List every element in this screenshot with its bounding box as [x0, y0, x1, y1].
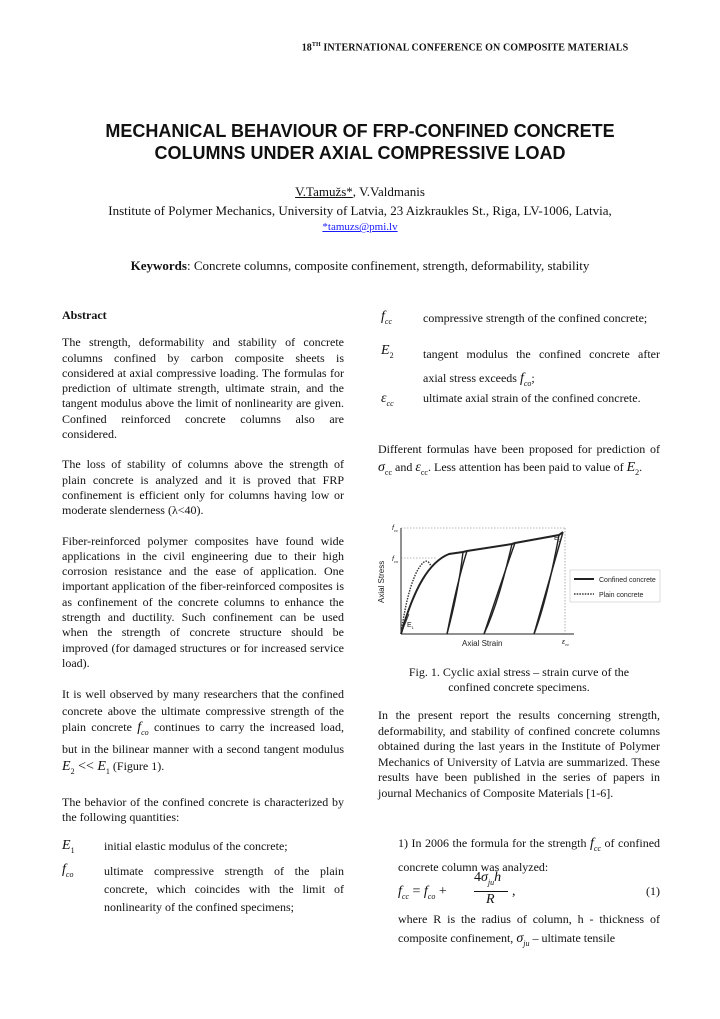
- equation-number: (1): [646, 884, 660, 898]
- stress-strain-figure: [374, 518, 664, 658]
- left-column: [62, 308, 344, 825]
- equation-lhs: $f_{cc} = f_{co}$ +: [398, 884, 447, 901]
- intro-paragraph-2: It is well observed by many researchers that the confined concrete above the ultimate compressive strength of the plain concrete $f_{co}$ continues to carry the increased load, but in the bilinear manner with a second tangent modulus $E_2 << E_1$ (Figure 1).: [62, 687, 345, 776]
- def-text-E2: tangent modulus the confined concrete after axial stress exceeds $f_{co}$;: [423, 347, 660, 388]
- y-tick-fcc: $f_{cc}$: [392, 525, 398, 533]
- def-symbol-E2: $E_2$: [381, 343, 394, 360]
- keywords-line: [0, 258, 720, 274]
- def-symbol-fco: $f_{co}$: [62, 862, 74, 879]
- label-E2: $E_2$: [554, 535, 561, 543]
- keywords-text: : Concrete columns, composite confinement, strength, deformability, stability: [186, 258, 590, 273]
- cycle-2-reload: [484, 543, 515, 634]
- abstract-paragraph-2: The loss of stability of columns above the strength of plain concrete is analyzed and it is proved that FRP confinement is efficient only for columns having low or moderate slenderness (λ<40).: [62, 457, 344, 518]
- cycle-3-reload: [534, 532, 563, 634]
- def-text-ecc: ultimate axial strain of the confined concrete.: [423, 391, 641, 405]
- authors-line: V.Tamužs*, V.Valdmanis: [295, 184, 425, 199]
- abstract-heading: Abstract: [62, 308, 107, 322]
- equation-1: [398, 872, 660, 912]
- after-equation-text: where R is the radius of column, h - thickness of composite confinement, $\sigma_{ju}$ – ultimate tensile: [398, 912, 660, 948]
- equation-numerator: $4\sigma_{ju}h$: [474, 870, 502, 887]
- figure-caption: [378, 665, 660, 695]
- formulas-paragraph: Different formulas have been proposed for prediction of $\sigma_{cc}$ and $\varepsilon_{cc}$. Less attention has been paid to value of $E_2$.: [378, 442, 660, 477]
- title-line-1: MECHANICAL BEHAVIOUR OF FRP-CONFINED CONCRETE: [105, 121, 615, 141]
- paper-title: [60, 120, 660, 164]
- keywords-label: Keywords: [130, 258, 187, 273]
- conference-header: 18TH INTERNATIONAL CONFERENCE ON COMPOSITE MATERIALS: [301, 42, 629, 54]
- E2-less-E1-symbol: $E_2 << E_1$: [62, 758, 110, 776]
- author-1: V.Tamužs*: [295, 184, 353, 199]
- fco-symbol: $f_{co}$: [137, 720, 149, 737]
- y-axis-label: Axial Stress: [377, 560, 386, 603]
- def-text-E1: initial elastic modulus of the concrete;: [104, 839, 288, 853]
- intro-paragraph-1: Fiber-reinforced polymer composites have found wide applications in the civil engineering due to their high corrosion resistance and the ease of application. One important application of the fiber-reinforced composites is as confinement of the concrete columns to enhance the strength and ductility. Such confinement can be used when the strength of concrete structure should be improved (for damaged structures or for increased service load).: [62, 533, 344, 670]
- list-item-1: 1) In 2006 the formula for the strength $f_{cc}$ of confined concrete column was analyzed:: [398, 836, 661, 874]
- y-tick-fco: $f_{co}$: [392, 556, 399, 564]
- def-symbol-E1: $E_1$: [62, 838, 75, 855]
- def-text-fco: ultimate compressive strength of the plain concrete, which coincides with the limit of nonlinearity of the confined specimens;: [104, 864, 344, 914]
- def-symbol-fcc: $f_{cc}$: [381, 309, 392, 326]
- legend-label-plain: Plain concrete: [599, 592, 644, 599]
- equation-comma: ,: [512, 884, 516, 899]
- equation-denominator: R: [486, 892, 495, 907]
- x-axis-label: Axial Strain: [462, 639, 503, 648]
- x-tick-ecc: $\varepsilon_{cc}$: [562, 639, 570, 647]
- def-text-fcc: compressive strength of the confined concrete;: [423, 311, 648, 325]
- title-line-2: COLUMNS UNDER AXIAL COMPRESSIVE LOAD: [154, 143, 566, 163]
- def-symbol-ecc: $\varepsilon_{cc}$: [381, 391, 394, 408]
- intro-paragraph-3: The behavior of the confined concrete is characterized by the following quantities:: [62, 794, 344, 825]
- present-report-paragraph: In the present report the results concerning strength, deformability, and stability of confined concrete columns obtained during the last years in the Institute of Polymer Mechanics of University of Latvia are summarized. These results have been published in the series of papers in journal Mechanics of Composite Materials [1-6].: [378, 708, 660, 800]
- email-link[interactable]: *tamuzs@pmi.lv: [322, 221, 398, 233]
- affiliation: Institute of Polymer Mechanics, University of Latvia, 23 Aizkraukles St., Riga, LV-1006, Latvia,: [108, 203, 612, 218]
- caption-line-2: confined concrete specimens.: [448, 680, 590, 694]
- label-E1: $E_1$: [407, 622, 414, 630]
- author-2: V.Valdmanis: [359, 184, 425, 199]
- abstract-paragraph-1: The strength, deformability and stability of concrete columns confined by carbon composite sheets is considered at axial compressive loading. The formulas for prediction of ultimate strength, ultimate strain, and the tangent modulus above the limit of nonlinearity are given. Confined reinforced concrete columns also are considered.: [62, 335, 344, 442]
- legend-label-confined: Confined concrete: [599, 577, 656, 584]
- caption-line-1: Fig. 1. Cyclic axial stress – strain curve of the: [408, 665, 630, 679]
